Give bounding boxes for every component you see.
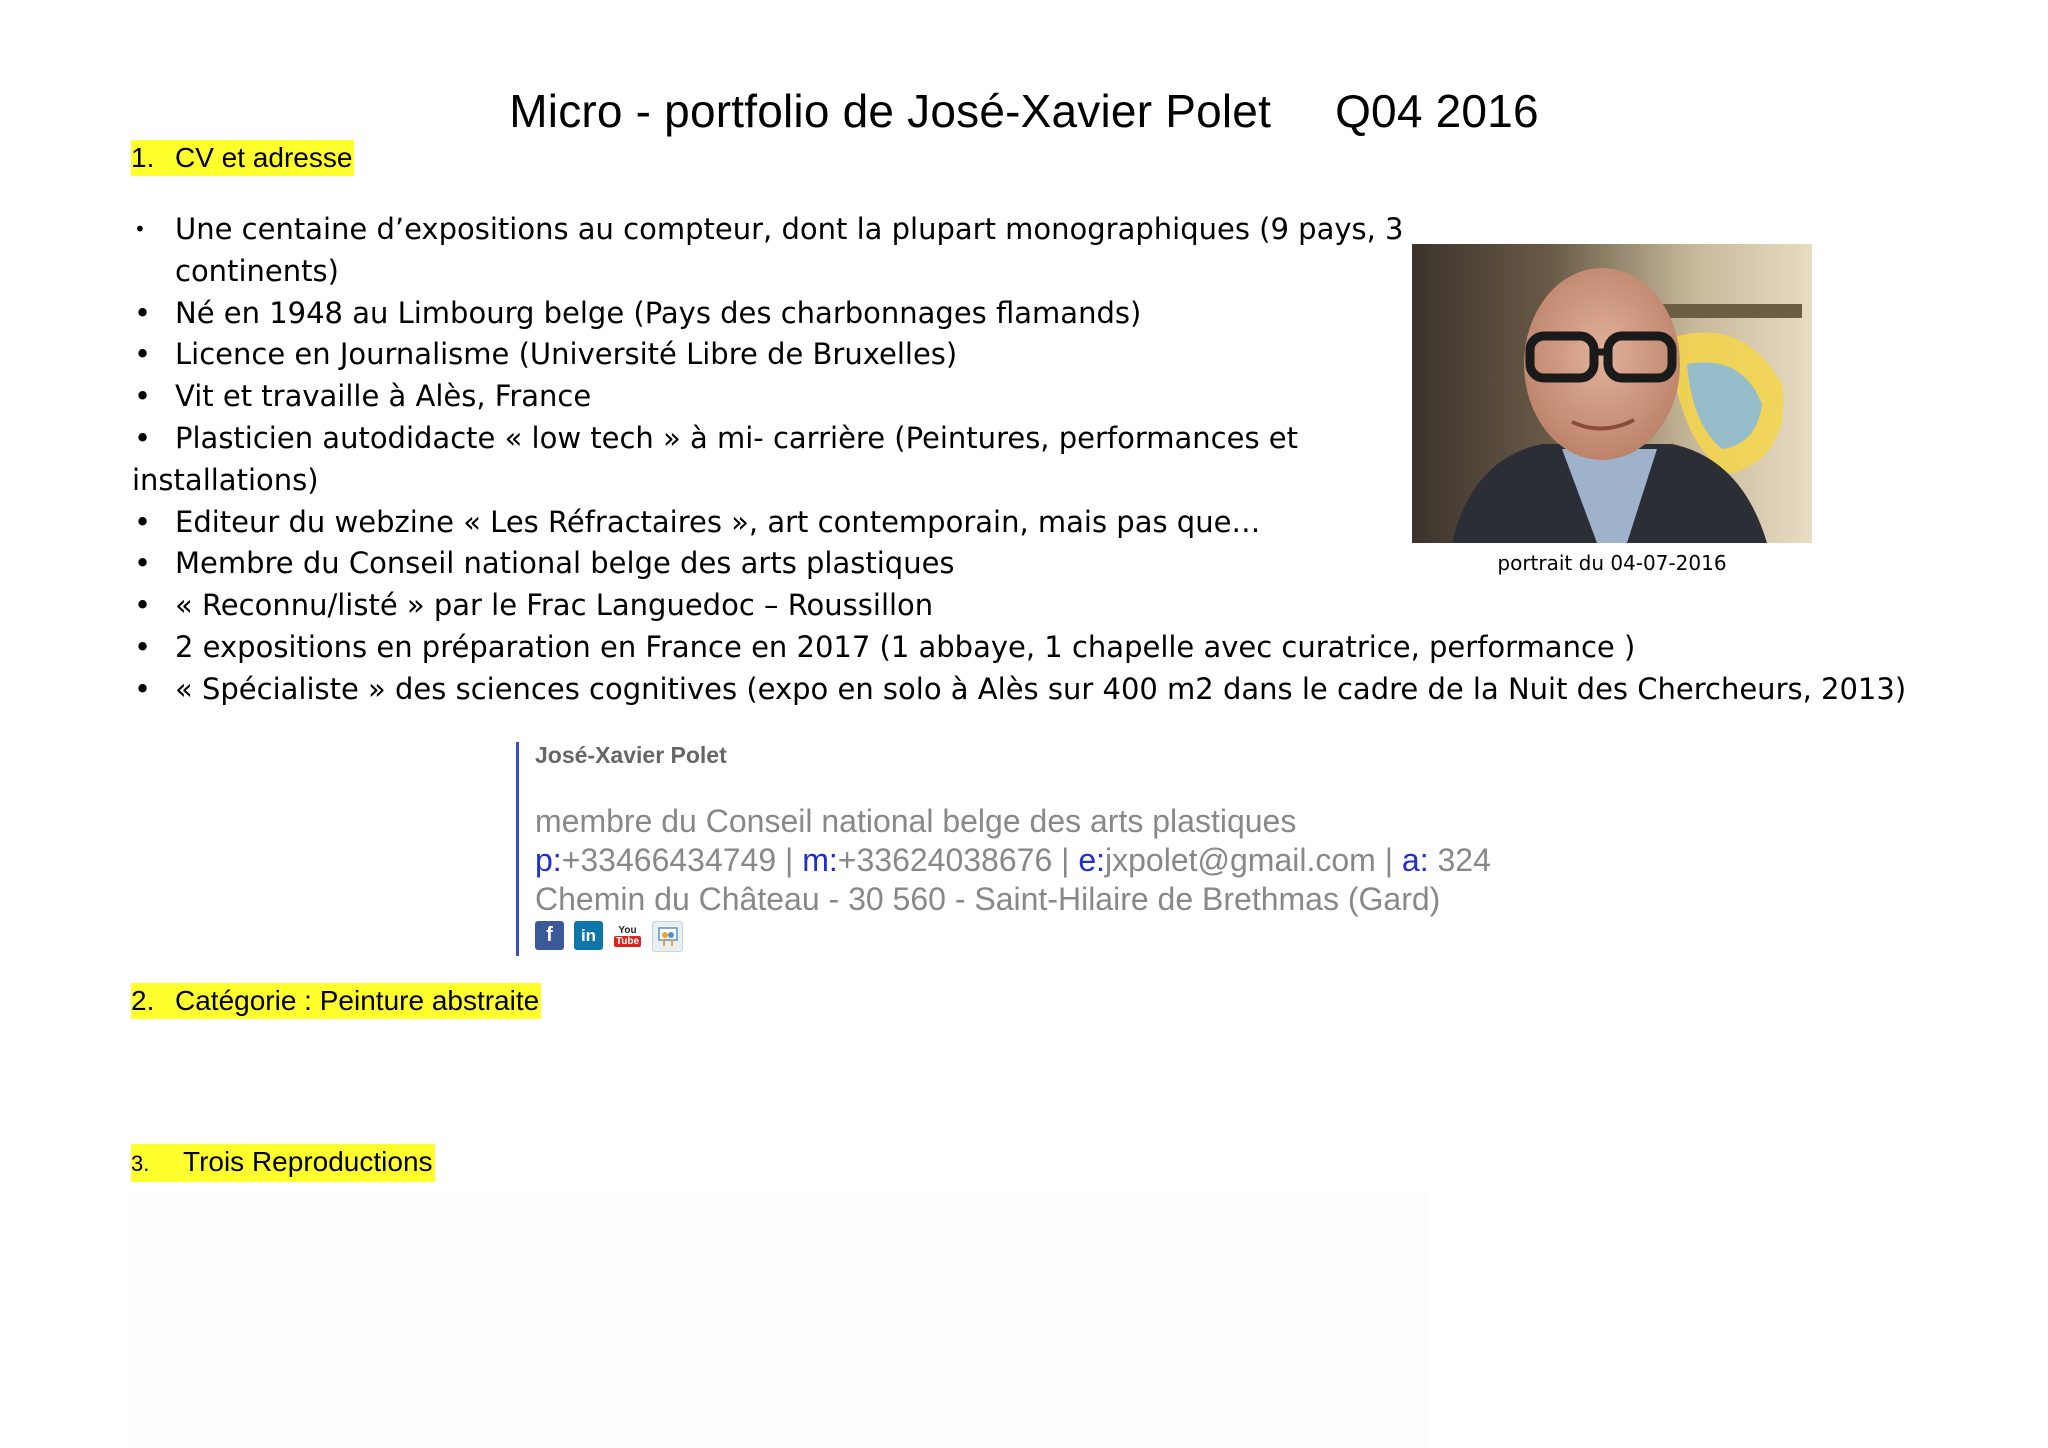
reproductions-area	[128, 1190, 1428, 1448]
linkedin-icon[interactable]	[574, 921, 603, 950]
list-item-text: Né en 1948 au Limbourg belge (Pays des charbonnages flamands)	[175, 295, 1142, 330]
phone-key: p:	[535, 842, 562, 878]
bullet-glyph: •	[134, 629, 152, 664]
bullet-glyph: •	[134, 546, 152, 581]
mobile-value[interactable]: +33624038676	[837, 842, 1053, 878]
youtube-you: You	[618, 924, 637, 936]
email-key: e:	[1078, 842, 1106, 878]
list-item-text: continents)	[175, 253, 339, 288]
list-item	[132, 627, 1832, 669]
bullet-glyph: •	[134, 420, 152, 455]
list-item-text: Editeur du webzine « Les Réfractaires », art contemporain, mais pas que…	[175, 504, 1261, 539]
list-item-text: Membre du Conseil national belge des arts plastiques	[175, 546, 955, 581]
bullet-glyph: •	[134, 379, 152, 414]
list-item-text: « Reconnu/listé » par le Frac Languedoc – Roussillon	[175, 588, 934, 623]
bullet-glyph: •	[134, 337, 152, 372]
signature-contact-line	[535, 842, 1491, 879]
section-reproductions-heading	[131, 1144, 435, 1182]
title-period: Q04 2016	[1335, 85, 1539, 137]
facebook-icon[interactable]	[535, 921, 564, 950]
linkedin-glyph: in	[580, 925, 597, 945]
email-link[interactable]: jxpolet@gmail.com	[1105, 842, 1376, 878]
list-item-text: installations)	[132, 462, 319, 497]
list-item-text: Vit et travaille à Alès, France	[175, 379, 592, 414]
list-item-text: « Spécialiste » des sciences cognitives (expo en solo à Alès sur 400 m2 dans le cadre de la Nuit des Chercheurs, 2013)	[175, 671, 1907, 706]
bullet-glyph: •	[134, 504, 152, 539]
title-text: Micro - portfolio de José-Xavier Polet	[509, 85, 1272, 137]
facebook-glyph: f	[546, 924, 553, 946]
signature-role: membre du Conseil national belge des arts plastiques	[535, 803, 1297, 839]
phone-value[interactable]: +33466434749	[561, 842, 777, 878]
signature-name: José-Xavier Polet	[535, 742, 727, 768]
page-title	[0, 84, 2048, 138]
separator: |	[1375, 842, 1402, 878]
list-item	[132, 669, 1907, 711]
slideshare-icon[interactable]	[652, 921, 683, 952]
section-category-heading	[131, 983, 541, 1019]
address-number: 324	[1428, 842, 1491, 878]
bullet-glyph: •	[134, 295, 152, 330]
portrait-photo	[1412, 244, 1812, 543]
separator: |	[776, 842, 803, 878]
list-item	[132, 585, 1832, 627]
youtube-icon[interactable]	[613, 921, 642, 950]
list-item-text: 2 expositions en préparation en France en 2017 (1 abbaye, 1 chapelle avec curatrice, performance )	[175, 629, 1636, 664]
separator: |	[1052, 842, 1079, 878]
section-number: 3.	[131, 1151, 150, 1176]
portrait-caption: portrait du 04-07-2016	[1497, 551, 1727, 575]
portrait-image	[1412, 244, 1812, 543]
address-key: a:	[1401, 842, 1429, 878]
section-number: 1.	[131, 142, 155, 173]
list-item-text: Une centaine d’expositions au compteur, dont la plupart monographiques (9 pays, 3	[175, 212, 1404, 246]
signature-address: Chemin du Château - 30 560 - Saint-Hilaire de Brethmas (Gard)	[535, 881, 1441, 917]
section-label: CV et adresse	[175, 142, 353, 173]
bullet-glyph: •	[134, 588, 152, 623]
section-number: 2.	[131, 985, 155, 1016]
bullet-glyph: •	[134, 217, 146, 241]
section-cv-heading	[131, 140, 354, 176]
youtube-tube: Tube	[615, 935, 640, 947]
bullet-glyph: •	[134, 671, 152, 706]
social-icons	[535, 921, 683, 949]
mobile-key: m:	[802, 842, 838, 878]
signature-rule	[516, 742, 519, 956]
list-item-text: Plasticien autodidacte « low tech » à mi- carrière (Peintures, performances et	[175, 420, 1298, 455]
slideshare-glyph	[657, 926, 679, 948]
list-item-text: Licence en Journalisme (Université Libre de Bruxelles)	[175, 337, 958, 372]
section-label: Trois Reproductions	[183, 1146, 433, 1177]
section-label: Catégorie : Peinture abstraite	[175, 985, 540, 1016]
